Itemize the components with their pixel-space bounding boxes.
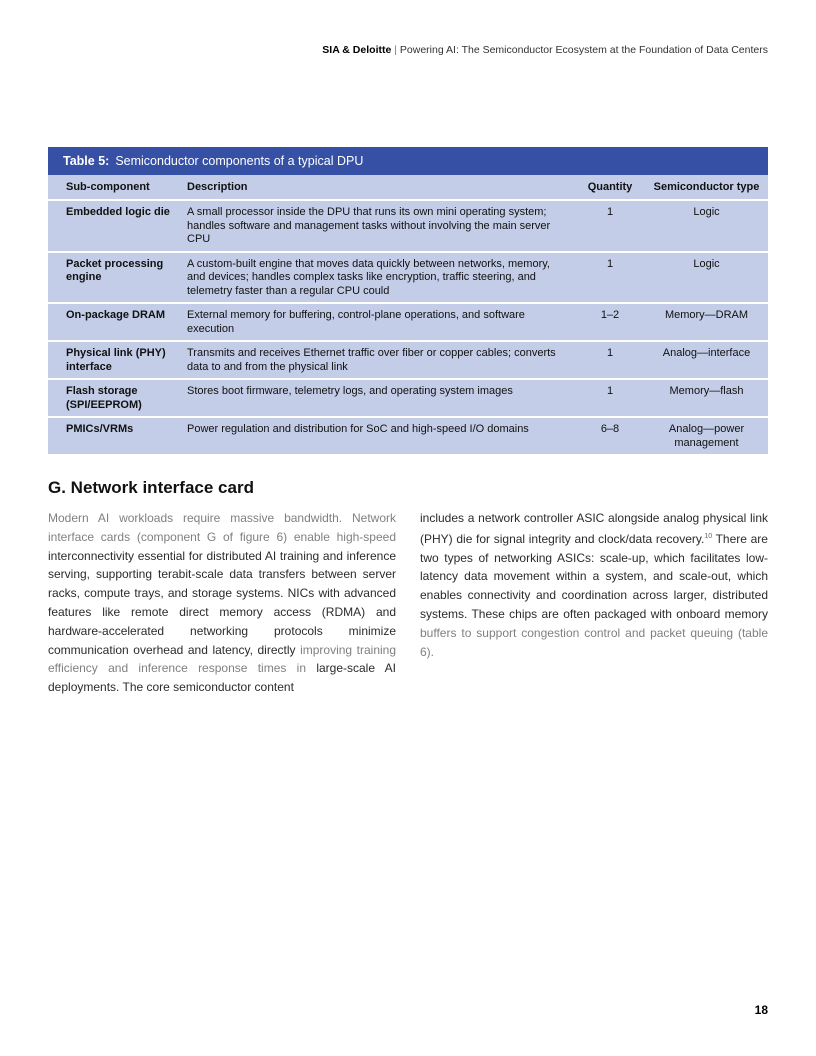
cell-quantity: 1–2 [575, 303, 645, 341]
table-label: Table 5: [63, 154, 110, 168]
table-header-row [48, 175, 768, 200]
header-title: Powering AI: The Semiconductor Ecosystem at the Foundation of Data Centers [399, 44, 768, 56]
table-caption: Semiconductor components of a typical DPU [115, 154, 364, 168]
cell-semiconductor-type: Memory—DRAM [645, 303, 768, 341]
table-row [48, 200, 768, 252]
table-row [48, 417, 768, 455]
cell-description: External memory for buffering, control-plane operations, and software execution [181, 303, 575, 341]
table-row [48, 379, 768, 417]
cell-sub-component: Embedded logic die [48, 200, 181, 252]
cell-quantity: 1 [575, 379, 645, 417]
cell-quantity: 1 [575, 252, 645, 304]
table-row [48, 303, 768, 341]
table-row [48, 341, 768, 379]
dpu-components-table [48, 147, 768, 456]
body-text: There are two types of networking ASICs: scale-up, which facilitates low-latency data movement within a system, and scale-out, which enables connectivity and coordination across larger, distributed systems. These chips are often packaged with onboard memory [420, 531, 768, 621]
cell-sub-component: Flash storage (SPI/EEPROM) [48, 379, 181, 417]
body-text: interconnectivity essential for distributed AI training and inference serving, supporting terabit-scale data transfers between server racks, compute trays, and storage systems. NICs with advanced features like remote direct memory access (RDMA) and hardware-accelerated networking protocols minimize communication overhead and latency, directly [48, 548, 396, 657]
cell-description: Transmits and receives Ethernet traffic over fiber or copper cables; converts data to and from the physical link [181, 341, 575, 379]
cell-quantity: 1 [575, 200, 645, 252]
cell-quantity: 1 [575, 341, 645, 379]
section-heading: G. Network interface card [48, 478, 254, 497]
body-column-left [48, 509, 396, 697]
column-header: Quantity [575, 175, 645, 200]
page-number: 18 [754, 1003, 768, 1017]
cell-description: A custom-built engine that moves data quickly between networks, memory, and devices; handles complex tasks like encryption, traffic steering, and telemetry faster than a regular CPU could [181, 252, 575, 304]
cell-sub-component: On-package DRAM [48, 303, 181, 341]
cell-semiconductor-type: Analog—power management [645, 417, 768, 455]
body-text-faded: improving training efficiency and inference response times in [48, 642, 397, 676]
cell-quantity: 6–8 [575, 417, 645, 455]
header-separator: | [394, 44, 397, 56]
cell-sub-component: Packet processing engine [48, 252, 181, 304]
cell-semiconductor-type: Logic [645, 252, 768, 304]
body-text-faded: Modern AI workloads require massive bandwidth. Network interface cards (component G of figure 6) enable high-speed [48, 511, 396, 544]
cell-description: A small processor inside the DPU that runs its own mini operating system; handles software and management tasks without involving the main server CPU [181, 200, 575, 252]
column-header: Sub-component [48, 175, 181, 200]
table-row [48, 252, 768, 304]
header-org: SIA & Deloitte [322, 44, 392, 56]
body-text-faded: buffers to support congestion control and packet queuing (table 6). [420, 625, 768, 659]
body-text: includes a network controller ASIC alongside analog physical link (PHY) die for signal integrity and clock/data recovery. [420, 511, 768, 546]
running-header [322, 44, 768, 56]
table-title-bar [48, 147, 768, 175]
body-text: large-scale AI deployments. The core semiconductor content [48, 661, 396, 695]
cell-semiconductor-type: Analog—interface [645, 341, 768, 379]
cell-sub-component: PMICs/VRMs [48, 417, 181, 455]
table-grid [48, 175, 768, 456]
cell-description: Power regulation and distribution for SoC and high-speed I/O domains [181, 417, 575, 455]
cell-description: Stores boot firmware, telemetry logs, and operating system images [181, 379, 575, 417]
column-header: Semiconductor type [645, 175, 768, 200]
footnote-marker: 10 [704, 532, 713, 540]
cell-semiconductor-type: Memory—flash [645, 379, 768, 417]
column-header: Description [181, 175, 575, 200]
body-column-right [420, 509, 768, 661]
cell-sub-component: Physical link (PHY) interface [48, 341, 181, 379]
cell-semiconductor-type: Logic [645, 200, 768, 252]
